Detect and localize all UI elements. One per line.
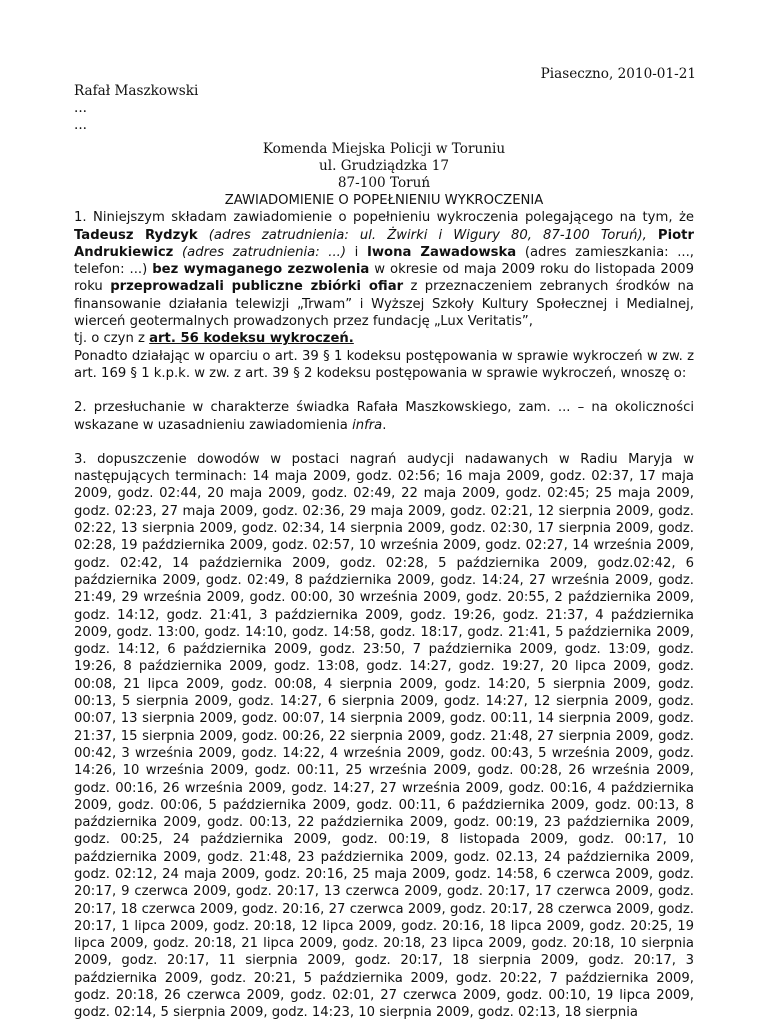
document-body [74, 192, 694, 1022]
offense-intro: tj. o czyn z [74, 331, 145, 347]
sender-block [74, 83, 198, 134]
point-2-text: 2. przesłuchanie w charakterze świadka Rafała Maszkowskiego, zam. ... – na okoliczności wskazane w uzasadnieniu zawiadomienia [74, 400, 694, 433]
motion-text: Ponadto działając w oparciu o art. 39 § 1 kodeksu postępowania w sprawie wykroczeń w zw. z art. 169 § 1 k.p.k. w zw. z art. 39 § 2 kodeksu postępowania w sprawie wykroczeń, wnoszę o: [74, 348, 694, 381]
sender-address-line: ... [74, 117, 87, 133]
document-title: ZAWIADOMIENIE O POPEŁNIENIU WYKROCZENIA [224, 193, 544, 208]
spacer [74, 434, 694, 451]
point-2-paragraph [74, 399, 694, 434]
sender-address-line: ... [74, 100, 87, 116]
suspect-name: Piotr Andrukiewicz [74, 227, 694, 260]
recipient-city: 87-100 Toruń [337, 175, 431, 191]
offense-article: art. 56 kodeksu wykroczeń. [149, 331, 354, 347]
conjunction: i [354, 244, 359, 260]
place-date: Piaseczno, 2010-01-21 [540, 66, 696, 82]
sender-name: Rafał Maszkowski [74, 83, 199, 99]
point-1-intro: 1. Niniejszym składam zawiadomienie o popełnieniu wykroczenia polegającego na tym, że [74, 210, 694, 226]
suspect-name: Iwona Zawadowska [366, 244, 517, 260]
recipient-name: Komenda Miejska Policji w Toruniu [262, 141, 506, 157]
purpose-text: z przeznaczeniem zebranych środków na finansowanie działania telewizji „Trwam” i Wyższej Szkoły Kultury Społecznej i Medialnej, wierceń geotermalnych prowadzonych przez fundację „Lux Veritatis”, [74, 279, 694, 330]
recipient-block [74, 141, 694, 192]
suspect-name: Tadeusz Rydzyk [74, 227, 198, 243]
spacer [74, 382, 694, 399]
period-text: w okresie od maja 2009 roku do listopada 2009 roku [74, 262, 694, 295]
emphasis-text: przeprowadzali publiczne zbiórki ofiar [110, 279, 404, 295]
recipient-street: ul. Grudziądzka 17 [319, 158, 449, 174]
suspect-address: (adres zatrudnienia: ul. Żwirki i Wigury 80, 87-100 Toruń), [208, 227, 647, 243]
point-2-end: . [382, 417, 387, 433]
suspect-address: (adres zatrudnienia: ...) [182, 244, 346, 260]
emphasis-text: bez wymaganego zezwolenia [152, 262, 370, 278]
suspect-address: (adres zamieszkania: ..., telefon: ...) [74, 244, 695, 278]
point-1-paragraph [74, 209, 694, 382]
point-3-paragraph: 3. dopuszczenie dowodów w postaci nagrań audycji nadawanych w Radiu Maryja w następujących terminach: 14 maja 2009, godz. 02:56; 16 maja 2009, godz. 02:37, 17 maja 2009, godz. 02:44, 20 maja 2009, godz. 02:49, 22 maja 2009, godz. 02:45; 25 maja 2009, godz. 02:23, 27 maja 2009, godz. 02:36, 29 maja 2009, godz. 02:21, 12 sierpnia 2009, godz. 02:22, 13 sierpnia 2009, godz. 02:34, 14 sierpnia 2009, godz. 02:30, 17 sierpnia 2009, godz. 02:28, 19 października 2009, godz. 02:57, 10 września 2009, godz. 02:27, 14 września 2009, godz. 02:42, 14 października 2009, godz. 02:28, 5 października 2009, godz.02:42, 6 października 2009, godz. 02:49, 8 października 2009, godz. 14:24, 27 września 2009, godz. 21:49, 29 września 2009, godz. 00:00, 30 września 2009, godz. 20:55, 2 października 2009, godz. 14:12, godz. 21:41, 3 października 2009, godz. 19:26, godz. 21:37, 4 października 2009, godz. 13:00, godz. 14:10, godz. 14:58, godz. 18:17, godz. 21:41, 5 października 2009, godz. 14:12, 6 października 2009, godz. 23:50, 7 października 2009, godz. 13:09, godz. 19:26, 8 października 2009, godz. 13:08, godz. 14:27, godz. 19:27, 20 lipca 2009, godz. 00:08, 21 lipca 2009, godz. 00:08, 4 sierpnia 2009, godz. 14:20, 5 sierpnia 2009, godz. 00:13, 5 sierpnia 2009, godz. 14:27, 6 sierpnia 2009, godz. 14:27, 12 sierpnia 2009, godz. 00:07, 13 sierpnia 2009, godz. 00:07, 14 sierpnia 2009, godz. 00:11, 14 sierpnia 2009, godz. 21:37, 15 sierpnia 2009, godz. 00:26, 22 sierpnia 2009, godz. 21:48, 27 sierpnia 2009, godz. 00:42, 3 września 2009, godz. 14:22, 4 września 2009, godz. 00:43, 5 września 2009, godz. 14:26, 10 września 2009, godz. 00:11, 25 września 2009, godz. 00:28, 26 września 2009, godz. 00:16, 26 września 2009, godz. 14:27, 27 września 2009, godz. 00:16, 4 października 2009, godz. 00:06, 5 października 2009, godz. 00:11, 6 października 2009, godz. 00:13, 8 października 2009, godz. 00:13, 22 października 2009, godz. 00:19, 23 października 2009, godz. 00:25, 24 października 2009, godz. 00:19, 8 listopada 2009, godz. 00:17, 10 października 2009, godz. 21:48, 23 października 2009, godz. 02.13, 24 października 2009, godz. 02:12, 24 maja 2009, godz. 20:16, 25 maja 2009, godz. 14:58, 6 czerwca 2009, godz. 20:17, 9 czerwca 2009, godz. 20:17, 13 czerwca 2009, godz. 20:17, 17 czerwca 2009, godz. 20:17, 18 czerwca 2009, godz. 20:16, 27 czerwca 2009, godz. 20:17, 28 czerwca 2009, godz. 20:17, 1 lipca 2009, godz. 20:18, 12 lipca 2009, godz. 20:16, 18 lipca 2009, godz. 20:25, 19 lipca 2009, godz. 20:18, 21 lipca 2009, godz. 20:18, 23 lipca 2009, godz. 20:18, 10 sierpnia 2009, godz. 20:17, 11 sierpnia 2009, godz. 20:17, 18 sierpnia 2009, godz. 20:17, 3 października 2009, godz. 20:21, 5 października 2009, godz. 20:22, 7 października 2009, godz. 20:18, 26 czerwca 2009, godz. 02:01, 27 czerwca 2009, godz. 00:10, 19 lipca 2009, godz. 02:14, 5 sierpnia 2009, godz. 14:23, 10 sierpnia 2009, godz. 02:13, 18 sierpnia [74, 451, 694, 1021]
point-2-infra: infra [352, 417, 383, 433]
